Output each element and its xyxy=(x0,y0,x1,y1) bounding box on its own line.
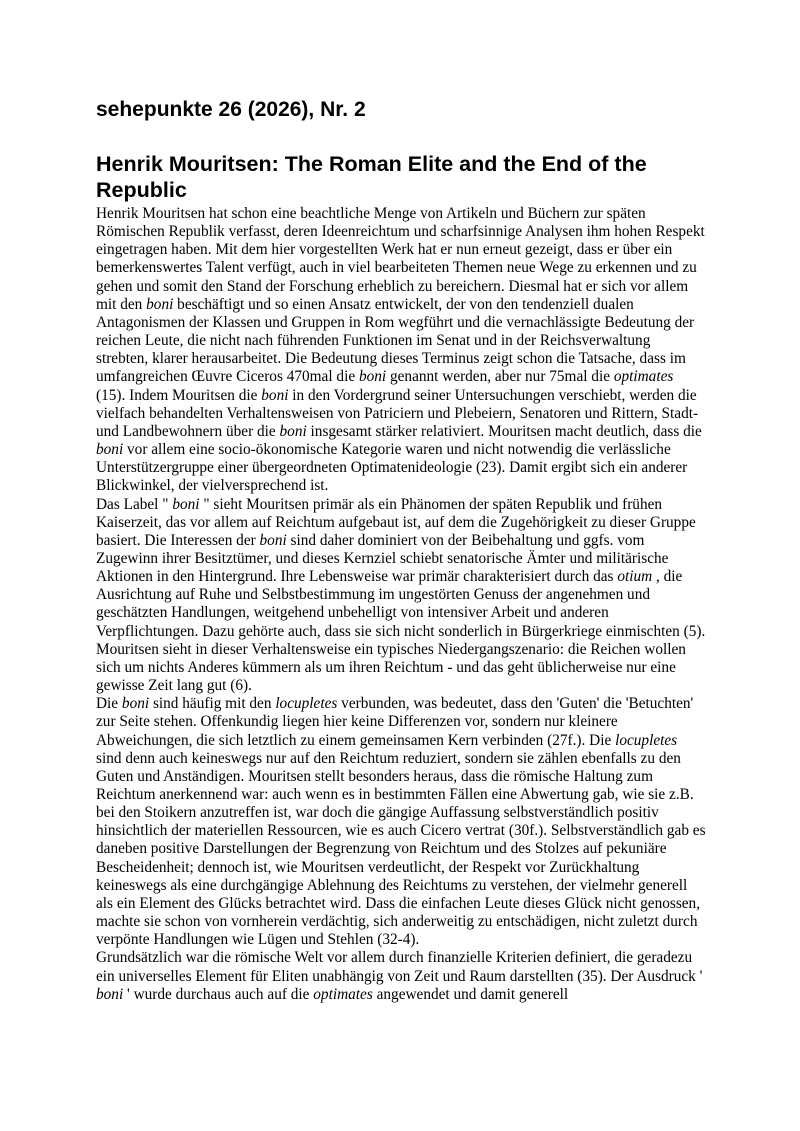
text-run: , die Ausrichtung auf Ruhe und Selbstbestimmung im ungestörten Genuss der angenehmen und geschätzten Handlungen, weitgehend unbehelligt von intensiver Arbeit und anderen Verpflichtungen. Dazu gehörte auch, dass sie sich nicht sonderlich in Bürgerkriege einmischten (5). Mouritsen sieht in dieser Verhaltensweise ein typisches Niedergangszenario: die Reichen wollen sich um nichts Anderes kümmern als um ihren Reichtum - und das geht üblicherweise nur eine gewisse Zeit lang gut (6). xyxy=(96,568,706,695)
text-run: Henrik Mouritsen hat schon eine beachtliche Menge von Artikeln und Büchern zur späten Römischen Republik verfasst, deren Ideenreichtum und scharfsinnige Analysen ihm hohen Respekt eingetragen haben. Mit dem hier vorgestellten Werk hat er nun erneut gezeigt, dass er über ein bemerkenswertes Talent verfügt, auch in viel bearbeiteten Themen neue Wege zu erkennen und zu gehen und somit den Stand der Forschung erheblich zu bereichern. Diesmal hat er sich vor allem mit den xyxy=(96,205,705,313)
text-run: sind denn auch keineswegs nur auf den Reichtum reduziert, sondern sie zählen ebenfalls zu den Guten und Anständigen. Mouritsen stellt besonders heraus, dass die römische Haltung zum Reichtum anerkennend war: auch wenn es in bestimmten Fällen eine Abwertung gab, wie sie z.B. bei den Stoikern anzutreffen ist, war doch die gängige Auffassung selbstverständlich positiv hinsichtlich der materiellen Ressourcen, wie es auch Cicero vertrat (30f.). Selbstverständlich gab es daneben positive Darstellungen der Begrenzung von Reichtum und des Stolzes auf pekuniäre Bescheidenheit; dennoch ist, wie Mouritsen verdeutlicht, der Respekt vor Zurückhaltung keineswegs als eine durchgängige Ablehnung des Reichtums zu verstehen, der vielmehr generell als ein Element des Glücks betrachtet wird. Dass die einfachen Leute dieses Glück nicht genossen, machte sie schon von vornherein verdächtig, sich anderweitig zu entschädigen, nicht zuletzt durch verpönte Handlungen wie Lügen und Stehlen (32-4). xyxy=(96,749,706,949)
text-run: sind häufig mit den xyxy=(149,695,276,713)
text-run: insgesamt stärker relativiert. Mouritsen macht deutlich, dass die xyxy=(306,422,702,440)
body-paragraph xyxy=(96,496,706,696)
italic-term: boni xyxy=(358,368,387,386)
italic-term: boni xyxy=(172,495,200,513)
text-run: vor allem eine socio-ökonomische Kategorie waren und nicht notwendig die verlässliche Unterstützergruppe einer übergeordneten Optimatenideologie (23). Damit ergibt sich ein anderer Blickwinkel, der vielversprechend ist. xyxy=(96,441,688,495)
italic-term: locupletes xyxy=(615,731,678,749)
text-run: beschäftigt und so einen Ansatz entwickelt, der von den tendenziell dualen Antagonismen der Klassen und Gruppen in Rom wegführt und die vernachlässigte Bedeutung der reichen Leute, die nicht nach führenden Funktionen im Senat und in der Reichsverwaltung strebten, klarer herausarbeitet. Die Bedeutung dieses Terminus zeigt schon die Tatsache, dass im umfangreichen Œuvre Ciceros 470mal die xyxy=(96,295,695,386)
review-title: Henrik Mouritsen: The Roman Elite and the End of the Republic xyxy=(96,152,647,202)
body-paragraph xyxy=(96,949,706,1003)
body-paragraph xyxy=(96,695,706,949)
journal-issue-heading: sehepunkte 26 (2026), Nr. 2 xyxy=(96,98,366,121)
italic-term: optimates xyxy=(613,368,674,386)
text-run: genannt werden, aber nur 75mal die xyxy=(386,368,614,386)
body-paragraph xyxy=(96,205,706,496)
italic-term: locupletes xyxy=(275,695,338,713)
italic-term: boni xyxy=(96,985,124,1003)
text-run: Grundsätzlich war die römische Welt vor allem durch finanzielle Kriterien definiert, die geradezu ein universelles Element für Eliten unabhängig von Zeit und Raum darstellten (35). Der Ausdruck ' xyxy=(96,949,703,985)
italic-term: boni xyxy=(146,295,174,313)
italic-term: optimates xyxy=(313,985,373,1003)
text-run: " sieht Mouritsen primär als ein Phänomen der späten Republik und frühen Kaiserzeit, das vor allem auf Reichtum aufgebaut ist, auf dem die Zugehörigkeit zu dieser Gruppe basiert. Die Interessen der xyxy=(96,495,696,549)
text-run: Die xyxy=(96,695,122,713)
text-run: Das Label " xyxy=(96,495,173,513)
italic-term: boni xyxy=(96,441,124,459)
text-run: (15). Indem Mouritsen die xyxy=(96,386,262,404)
text-run: ' wurde durchaus auch auf die xyxy=(123,985,314,1003)
text-run: verbunden, was bedeutet, dass den 'Guten' die 'Betuchten' zur Seite stehen. Offenkundig liegen hier keine Differenzen vor, sondern nur kleinere Abweichungen, die sich letztlich zu einem gemeinsamen Kern verbinden (27f.). Die xyxy=(96,695,694,749)
review-body xyxy=(96,205,706,1004)
italic-term: boni xyxy=(261,386,289,404)
text-run: sind daher dominiert von der Beibehaltung und ggfs. vom Zugewinn ihrer Besitztümer, und dieses Kernziel schiebt senatorische Ämter und militärische Aktionen in den Hintergrund. Ihre Lebensweise war primär charakterisiert durch das xyxy=(96,531,669,586)
text-run: in den Vordergrund seiner Untersuchungen verschiebt, werden die vielfach behandelten Verhaltensweisen von Patriciern und Plebeiern, Senatoren und Rittern, Stadt- und Landbewohnern über die xyxy=(96,386,699,440)
text-run: angewendet und damit generell xyxy=(372,985,569,1003)
italic-term: boni xyxy=(279,422,307,440)
italic-term: otium xyxy=(617,568,653,586)
italic-term: boni xyxy=(121,695,150,713)
italic-term: boni xyxy=(259,531,287,549)
